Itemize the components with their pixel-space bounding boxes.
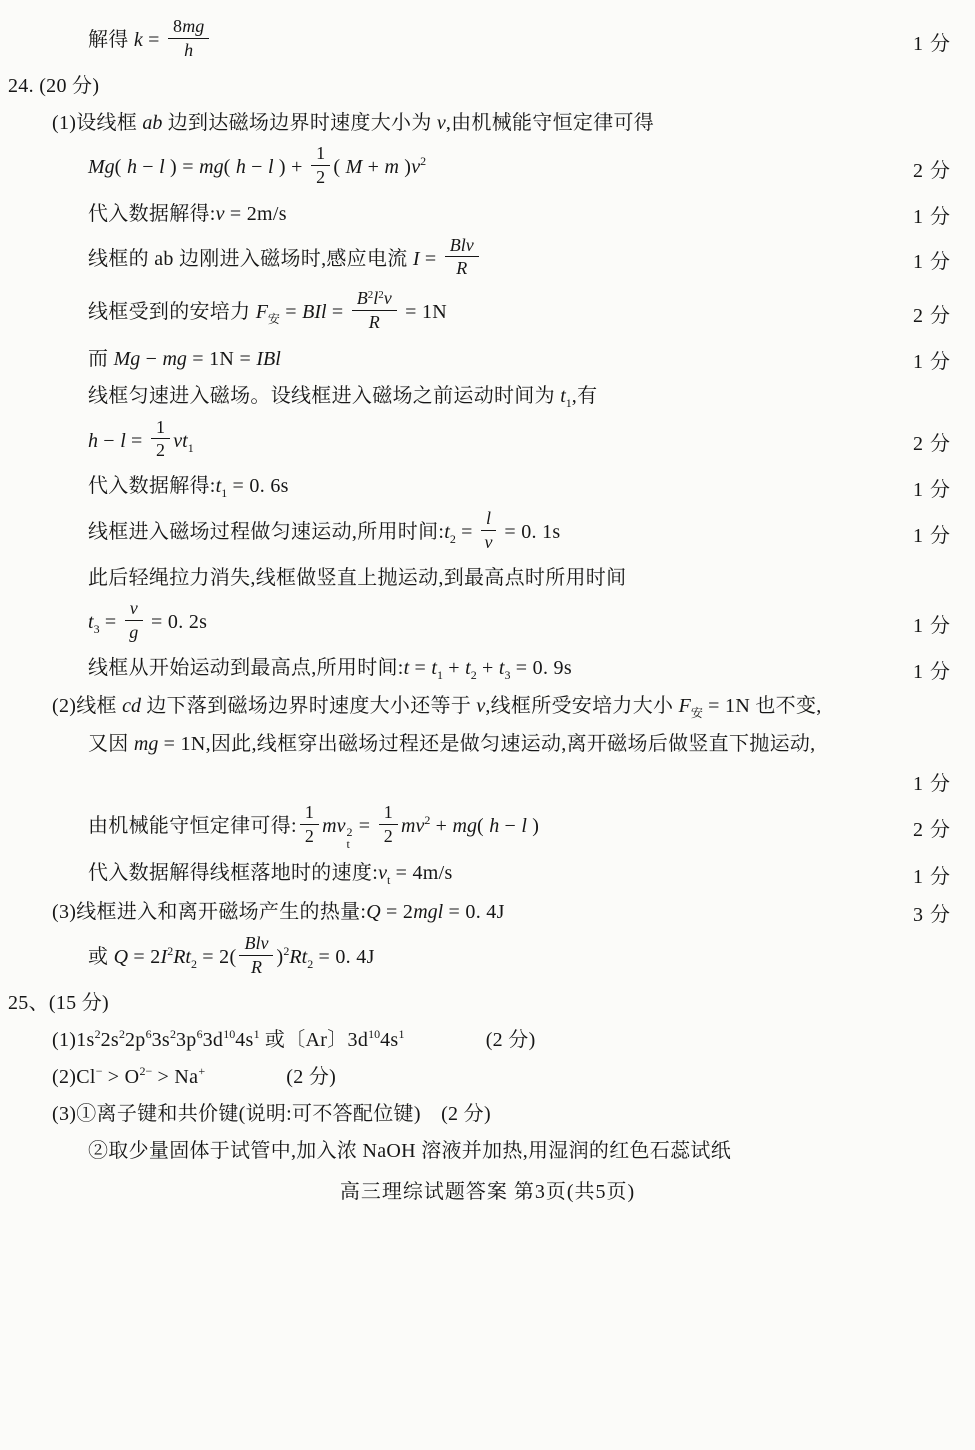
text-run: − bbox=[140, 347, 163, 370]
superscript: 2 bbox=[283, 943, 290, 958]
text-run: 边下落到磁场边界时速度大小还等于 bbox=[141, 694, 477, 717]
math-variable: t bbox=[444, 520, 450, 543]
text-run: 或 bbox=[88, 945, 114, 968]
fraction-denominator bbox=[369, 311, 380, 333]
math-variable: t bbox=[88, 611, 94, 634]
text-run: = bbox=[142, 28, 165, 51]
superscript: 1 bbox=[398, 1027, 405, 1042]
text-run: = 2m/s bbox=[224, 202, 287, 225]
math-variable: Blv bbox=[449, 234, 474, 255]
math-variable: mg bbox=[452, 814, 477, 837]
math-variable: g bbox=[129, 622, 139, 643]
text-run: 线框受到的安培力 bbox=[88, 300, 256, 323]
answer-line bbox=[0, 16, 975, 63]
line-content bbox=[88, 860, 899, 888]
math-variable: F bbox=[255, 300, 268, 323]
math-variable: Rt bbox=[173, 945, 191, 968]
text-run: (3)①离子键和共价键(说明:可不答配位键) (2 分) bbox=[52, 1102, 491, 1125]
subscript: 安 bbox=[690, 705, 703, 720]
math-variable: t bbox=[465, 657, 471, 680]
line-content bbox=[52, 1026, 951, 1054]
sub-sup-stack bbox=[347, 826, 353, 851]
text-run: ( bbox=[114, 156, 127, 179]
text-run: 线框的 ab 边刚进入磁场时,感应电流 bbox=[88, 247, 413, 270]
score-label: 2 分 bbox=[913, 433, 951, 456]
text-run: ,由机械能守恒定律可得 bbox=[445, 111, 655, 134]
text-run: (1)设线框 bbox=[52, 111, 143, 134]
subscript: t bbox=[386, 873, 391, 888]
fraction-denominator bbox=[184, 39, 193, 61]
math-variable: mv bbox=[322, 814, 346, 837]
math-variable: mgl bbox=[413, 900, 444, 923]
text-run: 代入数据解得: bbox=[88, 475, 216, 498]
fraction-numerator bbox=[125, 598, 143, 621]
superscript: + bbox=[198, 1064, 206, 1079]
text-run: ) + bbox=[273, 156, 309, 179]
text-run: 1 bbox=[316, 143, 326, 164]
answer-line bbox=[0, 72, 975, 100]
subscript: t bbox=[346, 837, 350, 852]
score-label: 1 分 bbox=[913, 524, 951, 547]
superscript: 2 bbox=[378, 289, 384, 302]
math-variable: Mg bbox=[88, 156, 115, 179]
text-run: = 0. 1s bbox=[499, 520, 561, 543]
text-run: = bbox=[419, 247, 442, 270]
score-label: 1 分 bbox=[913, 350, 951, 373]
text-run: 1 bbox=[383, 802, 393, 822]
fraction bbox=[239, 933, 273, 977]
text-run: 此后轻绳拉力消失,线框做竖直上抛运动,到最高点时所用时间 bbox=[88, 566, 627, 589]
line-content bbox=[88, 201, 899, 228]
text-run: 25、(15 分) bbox=[8, 991, 110, 1014]
text-run: 解得 bbox=[88, 28, 134, 51]
text-run: 边到达磁场边界时速度大小为 bbox=[162, 111, 437, 134]
line-content bbox=[88, 473, 899, 501]
text-run: ) bbox=[276, 945, 284, 968]
fraction-denominator bbox=[251, 956, 262, 978]
fraction bbox=[151, 417, 170, 461]
answer-line bbox=[0, 564, 975, 592]
superscript: 2 bbox=[119, 1027, 125, 1042]
score-label: 2 分 bbox=[913, 160, 951, 183]
text-run: 而 bbox=[88, 347, 114, 370]
answer-line bbox=[0, 345, 975, 374]
text-run: (2 分) bbox=[404, 1029, 536, 1052]
math-variable: m bbox=[384, 156, 399, 179]
math-variable: M bbox=[345, 156, 363, 179]
text-run: 2 bbox=[383, 825, 393, 846]
math-variable: cd bbox=[122, 694, 142, 717]
answer-line bbox=[0, 932, 975, 980]
fraction bbox=[379, 802, 398, 846]
text-run: 8 bbox=[172, 16, 183, 36]
text-run: = 1N bbox=[399, 300, 447, 323]
fraction bbox=[481, 508, 496, 552]
line-content bbox=[88, 508, 899, 555]
math-variable: t bbox=[431, 657, 437, 680]
text-run: ) = bbox=[164, 156, 200, 179]
text-run: 由机械能守恒定律可得: bbox=[88, 814, 297, 837]
text-run: 线框匀速进入磁场。设线框进入磁场之前运动时间为 bbox=[88, 384, 561, 407]
score-label: 1 分 bbox=[913, 479, 951, 502]
line-content bbox=[88, 416, 899, 464]
fraction-numerator bbox=[481, 508, 496, 531]
math-variable: h bbox=[88, 429, 98, 452]
text-run: ) bbox=[398, 156, 412, 179]
text-run: = 1N 也不变, bbox=[702, 694, 822, 717]
line-content bbox=[88, 565, 951, 592]
score-label: 1 分 bbox=[913, 615, 951, 638]
answer-line bbox=[0, 288, 975, 335]
text-run: 24. (20 分) bbox=[8, 74, 100, 97]
line-content bbox=[52, 1063, 951, 1091]
text-run: (3)线框进入和离开磁场产生的热量: bbox=[52, 900, 367, 923]
line-content bbox=[88, 288, 899, 335]
math-variable: l bbox=[486, 508, 492, 529]
math-variable: h bbox=[489, 814, 500, 837]
superscript: 2− bbox=[139, 1064, 153, 1079]
score-label: 1 分 bbox=[913, 32, 951, 55]
text-run: 4s bbox=[235, 1029, 254, 1052]
subscript: 安 bbox=[267, 311, 280, 326]
answer-line bbox=[0, 655, 975, 684]
line-content bbox=[52, 1101, 951, 1128]
math-variable: Blv bbox=[244, 932, 269, 953]
fraction-denominator bbox=[384, 825, 393, 847]
math-variable: k bbox=[133, 28, 143, 51]
text-run: ,有 bbox=[571, 384, 598, 407]
math-variable: Mg bbox=[113, 347, 141, 370]
fraction bbox=[352, 288, 397, 332]
line-content bbox=[8, 990, 951, 1017]
text-run: 3d bbox=[202, 1029, 224, 1052]
superscript: 2 bbox=[346, 824, 353, 839]
answer-line bbox=[0, 1063, 975, 1091]
fraction-denominator bbox=[129, 621, 138, 643]
math-variable: ab bbox=[142, 111, 163, 134]
math-variable: v bbox=[436, 111, 446, 134]
text-run: − bbox=[98, 429, 121, 452]
math-variable: vt bbox=[173, 429, 188, 452]
math-variable: h bbox=[235, 156, 246, 179]
subscript: 2 bbox=[470, 668, 477, 683]
math-variable: R bbox=[368, 311, 380, 332]
text-run: (2 分) bbox=[205, 1066, 337, 1089]
line-content bbox=[8, 73, 951, 100]
text-run: − bbox=[136, 156, 160, 179]
math-variable: Q bbox=[113, 945, 129, 968]
score-label: 1 分 bbox=[913, 660, 951, 683]
text-run: ②取少量固体于试管中,加入浓 NaOH 溶液并加热,用湿润的红色石蕊试纸 bbox=[88, 1139, 732, 1162]
answer-line bbox=[0, 508, 975, 555]
text-run: ,线框所受安培力大小 bbox=[485, 694, 679, 717]
text-run: + bbox=[476, 657, 499, 680]
answer-line bbox=[0, 200, 975, 229]
text-run: > O bbox=[102, 1066, 140, 1089]
answer-line bbox=[0, 1100, 975, 1128]
text-run: 3s bbox=[151, 1029, 170, 1052]
text-run: = 0. 6s bbox=[227, 475, 289, 498]
fraction bbox=[445, 235, 479, 279]
math-variable: t bbox=[403, 657, 410, 680]
text-run: (2)线框 bbox=[52, 694, 123, 717]
superscript: 2 bbox=[170, 1027, 176, 1042]
answer-line bbox=[0, 989, 975, 1017]
text-run: − bbox=[245, 156, 269, 179]
answer-line bbox=[0, 143, 975, 190]
answer-line bbox=[0, 767, 975, 796]
math-variable: t bbox=[560, 384, 566, 407]
fraction-numerator bbox=[300, 802, 319, 825]
text-run: = bbox=[409, 657, 432, 680]
text-run: = 1N,因此,线框穿出磁场过程还是做匀速运动,离开磁场后做竖直下抛运动, bbox=[158, 732, 816, 755]
answer-line bbox=[0, 416, 975, 464]
superscript: 1 bbox=[253, 1027, 260, 1042]
text-run: 2 bbox=[316, 167, 326, 188]
text-run: 2p bbox=[125, 1029, 146, 1052]
math-variable: l bbox=[373, 288, 379, 309]
answer-line bbox=[0, 898, 975, 927]
text-run: 2 bbox=[155, 440, 166, 461]
text-run: = 0. 4J bbox=[313, 945, 375, 968]
fraction bbox=[300, 802, 319, 846]
line-content bbox=[88, 16, 899, 63]
math-variable: mg bbox=[162, 347, 187, 370]
line-content bbox=[52, 899, 899, 926]
line-content bbox=[88, 802, 899, 852]
text-run: 1 bbox=[155, 416, 166, 437]
line-content bbox=[88, 346, 899, 373]
text-run: 2s bbox=[100, 1029, 119, 1052]
math-variable: I bbox=[412, 247, 420, 270]
text-run: − bbox=[499, 814, 522, 837]
superscript: 2 bbox=[424, 812, 431, 827]
math-variable: mv bbox=[401, 814, 425, 837]
text-run: ( bbox=[333, 156, 346, 179]
text-run: (1)1s bbox=[52, 1029, 95, 1052]
math-variable: v bbox=[129, 598, 138, 619]
math-variable: mg bbox=[199, 156, 224, 179]
superscript: 2 bbox=[94, 1027, 101, 1042]
text-run: = 0. 4J bbox=[443, 900, 505, 923]
text-run: (2)Cl bbox=[52, 1066, 96, 1089]
text-run: 1 bbox=[304, 802, 315, 822]
math-variable: v bbox=[383, 288, 392, 309]
text-run: = bbox=[455, 520, 479, 543]
score-label: 2 分 bbox=[913, 304, 951, 327]
fraction-numerator bbox=[311, 143, 330, 166]
superscript: − bbox=[95, 1064, 103, 1079]
math-variable: h bbox=[184, 39, 194, 60]
text-run: + bbox=[430, 814, 453, 837]
text-run: 代入数据解得: bbox=[88, 202, 216, 225]
fraction-denominator bbox=[316, 166, 325, 188]
math-variable: mg bbox=[133, 732, 159, 755]
math-variable: l bbox=[521, 814, 527, 837]
score-label: 1 分 bbox=[913, 773, 951, 795]
math-variable: l bbox=[268, 156, 274, 179]
answer-line bbox=[0, 693, 975, 721]
score-label: 1 分 bbox=[913, 205, 951, 228]
line-content bbox=[88, 143, 899, 190]
fraction-denominator bbox=[156, 439, 165, 461]
text-run: ( bbox=[223, 156, 236, 179]
text-run: = 2 bbox=[380, 900, 414, 923]
text-run: ) bbox=[526, 814, 540, 837]
text-run: = bbox=[99, 611, 122, 634]
subscript: 1 bbox=[221, 486, 228, 501]
math-variable: Rt bbox=[289, 945, 308, 968]
line-content bbox=[52, 110, 951, 137]
score-label: 2 分 bbox=[913, 819, 951, 842]
answer-lines bbox=[0, 16, 975, 1165]
line-content bbox=[88, 1138, 951, 1165]
fraction-numerator bbox=[151, 417, 170, 440]
subscript: 2 bbox=[307, 956, 314, 971]
answer-line bbox=[0, 598, 975, 645]
fraction bbox=[168, 16, 209, 60]
answer-line bbox=[0, 383, 975, 411]
text-run: 2 bbox=[304, 825, 315, 846]
superscript: 10 bbox=[368, 1027, 381, 1042]
text-run: = bbox=[353, 814, 376, 837]
subscript: 1 bbox=[436, 668, 443, 683]
subscript: 3 bbox=[93, 622, 100, 637]
text-run: + bbox=[442, 657, 466, 680]
text-run: = 2( bbox=[197, 945, 237, 968]
answer-line bbox=[0, 802, 975, 852]
superscript: 2 bbox=[420, 154, 427, 169]
fraction bbox=[125, 598, 143, 642]
line-content bbox=[88, 598, 899, 645]
answer-line bbox=[0, 109, 975, 137]
text-run: + bbox=[362, 156, 385, 179]
fraction-numerator bbox=[239, 933, 273, 956]
fraction-denominator bbox=[485, 531, 493, 553]
superscript: 6 bbox=[196, 1027, 203, 1042]
math-variable: t bbox=[215, 475, 222, 498]
superscript: 2 bbox=[367, 289, 374, 302]
score-label: 1 分 bbox=[913, 865, 951, 888]
subscript: 3 bbox=[504, 668, 511, 683]
line-content bbox=[88, 383, 951, 411]
text-run: 4s bbox=[380, 1029, 399, 1052]
answer-line bbox=[0, 1026, 975, 1054]
text-run: 或〔Ar〕3d bbox=[259, 1029, 369, 1052]
fraction-denominator bbox=[456, 257, 467, 279]
math-variable: I bbox=[160, 945, 168, 968]
text-run: 代入数据解得线框落地时的速度: bbox=[88, 862, 379, 885]
answer-line bbox=[0, 1137, 975, 1165]
math-variable: R bbox=[250, 956, 262, 977]
superscript: 10 bbox=[223, 1027, 236, 1042]
math-variable: v bbox=[476, 694, 486, 717]
math-variable: IBl bbox=[256, 347, 281, 370]
answer-line bbox=[0, 473, 975, 502]
text-run: = 0. 9s bbox=[510, 657, 572, 680]
math-variable: h bbox=[126, 156, 137, 179]
math-variable: Q bbox=[366, 900, 381, 923]
fraction bbox=[311, 143, 330, 187]
superscript: 6 bbox=[145, 1027, 152, 1042]
math-variable: BIl bbox=[302, 300, 327, 323]
text-run: = bbox=[279, 300, 303, 323]
math-variable: R bbox=[456, 258, 468, 279]
text-run: 3p bbox=[176, 1029, 197, 1052]
subscript: 1 bbox=[187, 440, 194, 455]
line-content bbox=[52, 693, 951, 721]
text-run: 线框进入磁场过程做匀速运动,所用时间: bbox=[88, 520, 445, 543]
math-variable: v bbox=[411, 156, 421, 179]
math-variable: v bbox=[215, 202, 225, 225]
text-run: = 4m/s bbox=[390, 862, 453, 885]
fraction-numerator bbox=[445, 235, 479, 258]
text-run: = bbox=[125, 429, 148, 452]
fraction-numerator bbox=[352, 288, 397, 311]
text-run: = 0. 2s bbox=[145, 611, 208, 634]
math-variable: v bbox=[484, 531, 493, 552]
fraction-denominator bbox=[305, 825, 314, 847]
subscript: 2 bbox=[449, 531, 456, 546]
subscript: 1 bbox=[565, 395, 572, 410]
answer-line bbox=[0, 234, 975, 282]
math-variable: l bbox=[120, 429, 126, 452]
text-run: > Na bbox=[152, 1066, 199, 1089]
fraction-numerator bbox=[379, 802, 398, 825]
math-variable: v bbox=[378, 862, 387, 885]
math-variable: F bbox=[678, 694, 691, 717]
text-run: 线框从开始运动到最高点,所用时间: bbox=[88, 657, 404, 680]
text-run: = 1N = bbox=[186, 347, 257, 370]
text-run: 又因 bbox=[88, 732, 134, 755]
text-run: = 2 bbox=[128, 945, 161, 968]
math-variable: B bbox=[356, 288, 368, 309]
math-variable: t bbox=[498, 657, 505, 680]
line-content bbox=[88, 932, 951, 980]
line-content bbox=[88, 655, 899, 683]
answer-line bbox=[0, 860, 975, 889]
line-content bbox=[88, 731, 951, 758]
text-run: ( bbox=[476, 814, 490, 837]
subscript: 2 bbox=[191, 956, 197, 971]
fraction-numerator bbox=[168, 16, 209, 39]
score-label: 1 分 bbox=[913, 251, 951, 274]
line-content bbox=[88, 234, 899, 282]
answer-line bbox=[0, 730, 975, 758]
math-variable: l bbox=[159, 156, 165, 179]
page-footer: 高三理综试题答案 第3页(共5页) bbox=[339, 1181, 636, 1204]
score-label: 3 分 bbox=[913, 903, 951, 926]
math-variable: mg bbox=[182, 16, 205, 36]
superscript: 2 bbox=[167, 943, 174, 958]
text-run: = bbox=[326, 300, 349, 323]
